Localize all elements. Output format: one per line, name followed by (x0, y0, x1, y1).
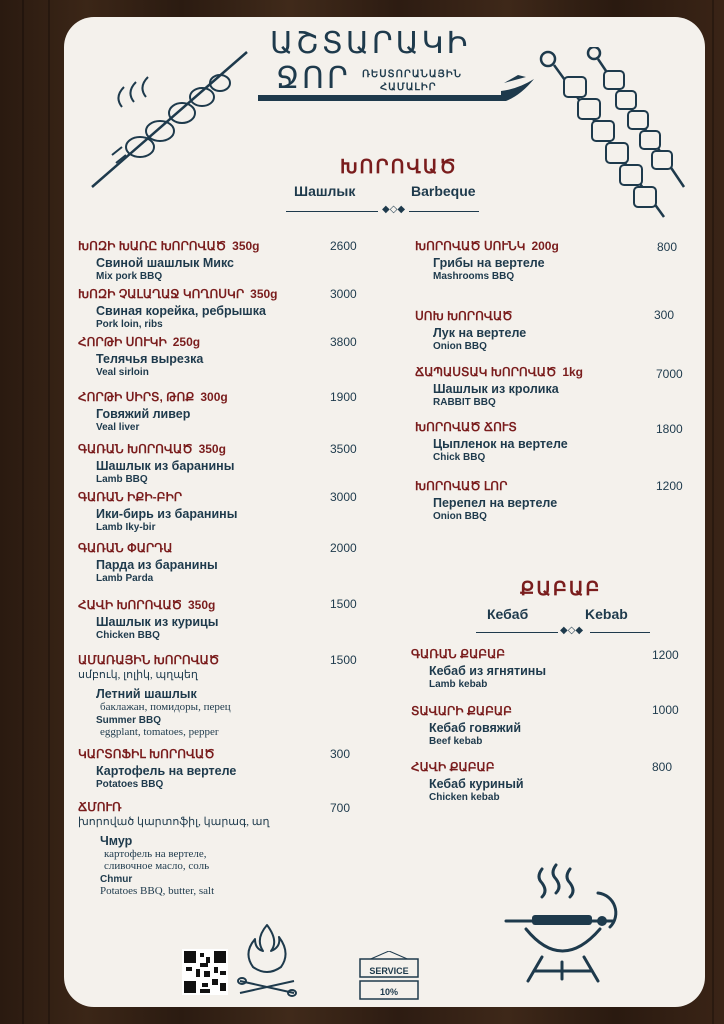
item-name-ru: Свиной шашлык Микс (96, 256, 235, 270)
item-weight: 350g (232, 239, 260, 253)
item-desc-ru-1: картофель на вертеле, (104, 848, 207, 860)
item-name-hy: ԽՈԶԻ ՉԱԼԱՂԱՋ ԿՈՂՈՍԿՐ (78, 287, 245, 301)
menu-item (78, 287, 278, 330)
divider-left (476, 632, 558, 633)
item-name-en: Veal sirloin (96, 367, 149, 378)
restaurant-subtitle-line1: ՌԵՍՏՈՐԱՆԱՅԻՆ (362, 69, 462, 80)
item-name-hy: ՀՈՐԹԻ ՍՈՒԿԻ (78, 335, 167, 349)
item-price: 1900 (330, 390, 357, 404)
item-name-en: Mix pork BBQ (96, 271, 163, 282)
item-name-en: RABBIT BBQ (433, 397, 496, 408)
item-name-en: Veal liver (96, 422, 140, 433)
item-desc-hy: խորոված կարտոֆիլ, կարագ, աղ (78, 816, 270, 828)
item-name-en: Chicken kebab (429, 792, 500, 803)
item-name-hy: ՀԱՎԻ ԽՈՐՈՎԱԾ (78, 598, 182, 612)
item-name-ru: Цыпленок на вертеле (433, 437, 568, 451)
menu-item (78, 541, 218, 584)
item-price: 2600 (330, 239, 357, 253)
divider-left (286, 211, 378, 212)
wood-grain (712, 0, 714, 1024)
item-name-ru: Картофель на вертеле (96, 764, 237, 778)
item-price: 800 (657, 240, 678, 254)
item-name-ru: Чмур (100, 834, 133, 848)
item-name-en: Lamb Parda (96, 573, 154, 584)
item-name-en: Potatoes BBQ (96, 779, 164, 790)
item-desc-en: Potatoes BBQ, butter, salt (100, 885, 215, 897)
item-price: 3000 (330, 287, 357, 301)
item-name-hy: ԽՈՐՈՎԱԾ ՃՈՒՏ (415, 420, 517, 434)
menu-item (411, 704, 521, 747)
item-price: 1800 (656, 422, 683, 436)
restaurant-title-line2: ՋՈՐ (276, 61, 351, 96)
logo-swoosh (256, 61, 536, 105)
menu-item (415, 309, 526, 352)
item-weight: 300g (200, 390, 228, 404)
item-price: 3500 (330, 442, 357, 456)
item-price: 1000 (652, 703, 679, 717)
skewers-right-icon (534, 47, 694, 227)
item-name-hy: ՃՄՈՒՌ (78, 800, 122, 814)
item-weight: 200g (531, 239, 559, 253)
section-subtitle-en: Barbeque (411, 183, 476, 199)
item-name-en: Summer BBQ (96, 715, 162, 726)
item-name-hy: ԽՈՐՈՎԱԾ ԼՈՐ (415, 479, 508, 493)
item-name-hy: ԳԱՌԱՆ ԻՔԻ-ԲԻՐ (78, 490, 183, 504)
menu-item (78, 239, 260, 282)
menu-item (78, 490, 237, 533)
item-weight: 250g (172, 335, 201, 349)
campfire-icon (234, 921, 300, 997)
divider-right (409, 211, 479, 212)
item-name-hy: ԽՈՐՈՎԱԾ ՍՈՒՆԿ (415, 239, 526, 253)
item-name-hy: ԳԱՌԱՆ ՓԱՐԴԱ (78, 541, 173, 555)
item-name-en: Chick BBQ (433, 452, 486, 463)
menu-item (411, 647, 546, 690)
divider-ornament-icon: ◆◇◆ (382, 204, 406, 215)
divider-right (590, 632, 650, 633)
item-weight: 350g (198, 442, 226, 456)
item-weight: 350g (188, 598, 216, 612)
item-desc-ru-2: сливочное масло, соль (104, 860, 210, 872)
service-value: 10% (379, 987, 398, 997)
item-name-en: Beef kebab (429, 736, 483, 747)
item-name-hy: ՀՈՐԹԻ ՍԻՐՏ, ԹՈՔ (78, 390, 195, 404)
item-price: 2000 (330, 541, 357, 555)
item-weight: 350g (250, 287, 278, 301)
wood-grain (22, 0, 24, 1024)
qr-code-icon[interactable] (182, 949, 228, 995)
item-price: 1200 (656, 479, 683, 493)
menu-item-summer (78, 653, 231, 738)
item-price: 700 (330, 801, 351, 815)
menu-item (78, 390, 228, 433)
menu-card (64, 17, 705, 1007)
menu-item (411, 760, 524, 803)
menu-item (78, 442, 234, 485)
item-name-ru: Летний шашлык (96, 687, 197, 701)
item-price: 7000 (656, 367, 683, 381)
item-name-hy: ՃԱՊԱՍՏԱԿ ԽՈՐՈՎԱԾ (415, 365, 557, 379)
divider-ornament-icon: ◆◇◆ (560, 625, 584, 636)
item-name-hy: ԽՈԶԻ ԽԱՌԸ ԽՈՐՈՎԱԾ (78, 239, 227, 253)
item-price: 300 (330, 747, 351, 761)
item-name-ru: Телячья вырезка (96, 352, 204, 366)
item-name-ru: Говяжий ливер (96, 407, 191, 421)
item-name-en: Onion BBQ (433, 511, 487, 522)
menu-item-chmur (78, 800, 269, 897)
kebab-subtitle-ru: Кебаб (487, 606, 529, 622)
service-label: SERVICE (369, 966, 409, 976)
section-title-bbq: ԽՈՐՈՎԱԾ (340, 157, 458, 178)
item-name-ru: Ики-бирь из баранины (96, 507, 238, 521)
item-desc-hy: սմբուկ, լոլիկ, պղպեղ (78, 669, 198, 681)
item-name-ru: Кебаб говяжий (429, 721, 522, 735)
item-name-hy: ԱՄԱՌԱՅԻՆ ԽՈՐՈՎԱԾ (78, 653, 220, 667)
item-price: 1200 (652, 648, 679, 662)
restaurant-title-line1: ԱՇՏԱՐԱԿԻ (270, 26, 471, 61)
item-name-hy: ԿԱՐՏՈՖԻԼ ԽՈՐՈՎԱԾ (78, 747, 215, 761)
section-title-kebab: ՔԱԲԱԲ (520, 579, 602, 600)
item-price: 1500 (330, 653, 357, 667)
menu-item (415, 479, 557, 522)
item-name-en: Pork loin, ribs (96, 319, 163, 330)
item-name-hy: ԳԱՌԱՆ ԽՈՐՈՎԱԾ (78, 442, 193, 456)
menu-item (415, 365, 583, 408)
item-name-ru: Лук на вертеле (433, 326, 527, 340)
item-price: 1500 (330, 597, 357, 611)
item-name-hy: ՀԱՎԻ ՔԱԲԱԲ (411, 760, 495, 774)
item-name-en: Chmur (100, 874, 133, 885)
skewer-left-icon (82, 47, 252, 197)
section-subtitle-ru: Шашлык (294, 183, 356, 199)
item-name-ru: Грибы на вертеле (433, 256, 545, 270)
item-name-en: Onion BBQ (433, 341, 487, 352)
item-name-en: Lamb kebab (429, 679, 488, 690)
item-name-en: Chicken BBQ (96, 630, 160, 641)
item-name-ru: Перепел на вертеле (433, 496, 558, 510)
item-price: 300 (654, 308, 675, 322)
item-name-ru: Шашлык из курицы (96, 615, 219, 629)
item-price: 3000 (330, 490, 357, 504)
restaurant-subtitle-line2: ՀԱՄԱԼԻՐ (380, 82, 437, 93)
item-name-hy: ՏԱՎԱՐԻ ՔԱԲԱԲ (411, 704, 512, 718)
menu-item (415, 239, 559, 282)
menu-item (415, 420, 568, 463)
item-name-ru: Кебаб куриный (429, 777, 524, 791)
item-name-en: Mashrooms BBQ (433, 271, 515, 282)
item-name-hy: ԳԱՌԱՆ ՔԱԲԱԲ (411, 647, 506, 661)
item-desc-en: eggplant, tomatoes, pepper (100, 726, 219, 738)
grill-icon (502, 859, 622, 984)
menu-item-potato (78, 747, 236, 790)
item-name-ru: Шашлык из баранины (96, 459, 235, 473)
menu-item (78, 598, 218, 641)
wood-grain (48, 0, 50, 1024)
item-name-ru: Шашлык из кролика (433, 382, 559, 396)
item-name-hy: ՍՈԽ ԽՈՐՈՎԱԾ (415, 309, 513, 323)
item-price: 3800 (330, 335, 357, 349)
item-name-en: Lamb Iky-bir (96, 522, 156, 533)
item-name-ru: Парда из баранины (96, 558, 218, 572)
item-price: 800 (652, 760, 673, 774)
item-name-en: Lamb BBQ (96, 474, 148, 485)
item-desc-ru: баклажан, помидоры, перец (100, 701, 231, 713)
item-name-ru: Свиная корейка, ребрышка (96, 304, 266, 318)
kebab-subtitle-en: Kebab (585, 606, 628, 622)
item-weight: 1kg (562, 365, 583, 379)
item-name-ru: Кебаб из ягнятины (429, 664, 547, 678)
menu-item (78, 335, 203, 378)
